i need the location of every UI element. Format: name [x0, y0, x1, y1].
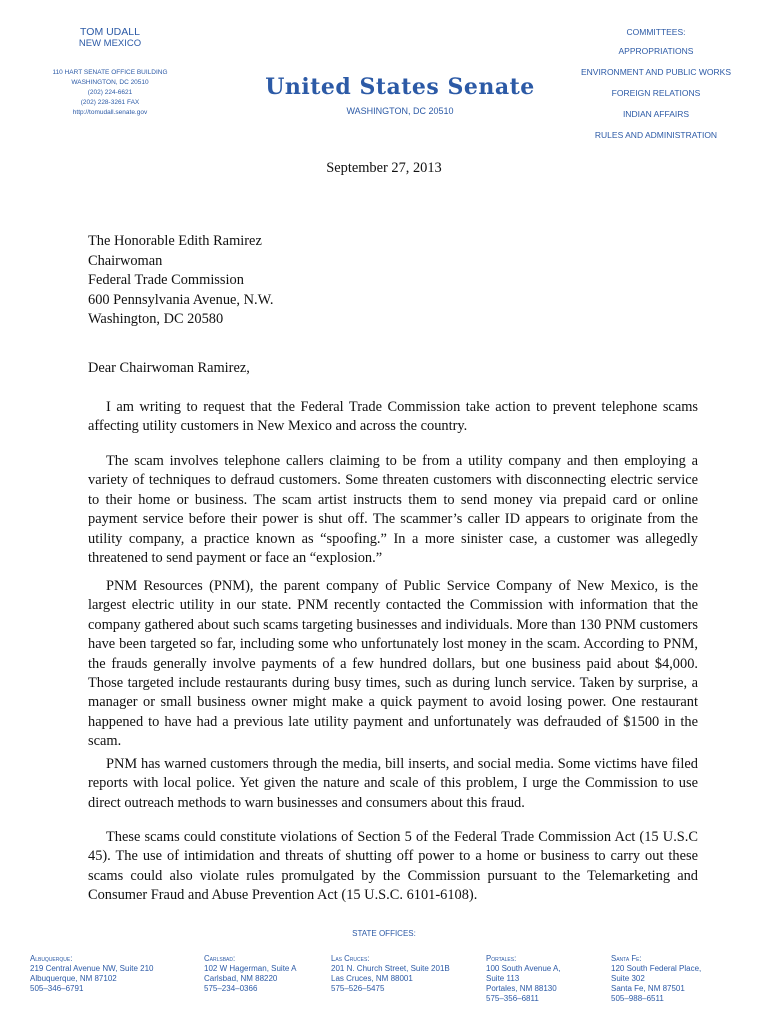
senator-address-line: 110 HART SENATE OFFICE BUILDING: [52, 69, 168, 76]
senator-state: NEW MEXICO: [78, 38, 142, 49]
state-offices-title: STATE OFFICES:: [352, 929, 416, 938]
state-office-portales: [486, 954, 561, 1004]
recipient-name: The Honorable Edith Ramirez: [88, 233, 262, 249]
office-city: Carlsbad:: [204, 954, 236, 963]
office-line: Suite 302: [611, 974, 645, 983]
body-paragraph: [88, 577, 698, 752]
committee-item: APPROPRIATIONS: [618, 46, 694, 56]
senator-fax: (202) 228-3261 FAX: [80, 99, 140, 106]
body-paragraph: [88, 828, 698, 906]
office-city: Las Cruces:: [331, 954, 370, 963]
masthead: [230, 74, 570, 116]
senator-address: [30, 68, 190, 118]
office-line: Las Cruces, NM 88001: [331, 974, 413, 983]
committees-block: [556, 26, 756, 146]
salutation: Dear Chairwoman Ramirez,: [88, 360, 250, 376]
masthead-title: United States Senate: [265, 74, 535, 100]
committee-item: FOREIGN RELATIONS: [611, 88, 701, 98]
office-phone: 505–988–6511: [611, 994, 664, 1003]
letter-date: September 27, 2013: [326, 160, 442, 176]
office-line: Suite 113: [486, 974, 520, 983]
paragraph-text: These scams could constitute violations of Section 5 of the Federal Trade Commission Act (15 U.S.C 45). The use of intimidation and threats of shutting off power to a home or business to carry out these scams could also violate rules promulgated by the Commission pursuant to the Telemarketing and Consumer Fraud and Abuse Prevention Act (15 U.S.C. 6101-6108).: [88, 829, 698, 904]
committee-item: ENVIRONMENT AND PUBLIC WORKS: [580, 67, 732, 77]
office-line: 201 N. Church Street, Suite 201B: [331, 964, 450, 973]
office-line: 120 South Federal Place,: [611, 964, 702, 973]
office-phone: 575–234–0366: [204, 984, 258, 993]
body-paragraph: [88, 452, 698, 568]
office-line: 100 South Avenue A,: [486, 964, 561, 973]
state-office-las-cruces: [331, 954, 450, 994]
office-phone: 575–356–6811: [486, 994, 539, 1003]
office-city: Santa Fe:: [611, 954, 642, 963]
senator-website: http://tomudall.senate.gov: [72, 109, 148, 116]
office-phone: 575–526–5475: [331, 984, 385, 993]
paragraph-text: I am writing to request that the Federal Trade Commission take action to prevent telephone scams affecting utility customers in New Mexico and across the country.: [88, 399, 698, 435]
recipient-organization: Federal Trade Commission: [88, 272, 244, 288]
office-city: Albuquerque:: [30, 954, 73, 963]
state-office-albuquerque: [30, 954, 154, 994]
recipient-city: Washington, DC 20580: [88, 311, 224, 327]
office-phone: 505–346–6791: [30, 984, 84, 993]
office-line: Santa Fe, NM 87501: [611, 984, 685, 993]
office-line: 219 Central Avenue NW, Suite 210: [30, 964, 154, 973]
senator-phone: (202) 224-6621: [87, 89, 133, 96]
body-paragraph: [88, 398, 698, 437]
paragraph-text: The scam involves telephone callers claiming to be from a utility company and then employing a variety of techniques to defraud customers. Some threaten customers with disconnecting electric service to their home or business. The scam artist instructs them to send money via prepaid card or online payment service before their power is shut off. The scammer’s caller ID appears to originate from the utility company, a practice known as “spoofing.” In a more sinister case, a customer was allegedly threatened to send payment or face an “explosion.”: [88, 453, 698, 567]
recipient-address: [88, 232, 273, 330]
senator-block: [30, 26, 190, 118]
office-line: Albuquerque, NM 87102: [30, 974, 117, 983]
state-office-carlsbad: [204, 954, 297, 994]
office-line: 102 W Hagerman, Suite A: [204, 964, 297, 973]
office-line: Carlsbad, NM 88220: [204, 974, 278, 983]
recipient-title: Chairwoman: [88, 252, 163, 269]
paragraph-text: PNM has warned customers through the media, bill inserts, and social media. Some victims have filed reports with local police. Yet given the nature and scale of this problem, I urge the Commission to use direct outreach methods to warn businesses and consumers about this fraud.: [88, 756, 698, 811]
committee-item: RULES AND ADMINISTRATION: [594, 130, 718, 140]
paragraph-text: PNM Resources (PNM), the parent company of Public Service Company of New Mexico, is the largest electric utility in our state. PNM recently contacted the Commission with information that the company gathered about such scams targeting businesses and individuals. More than 130 PNM customers have been targeted so far, including some who unfortunately lost money in the scam. According to PNM, the frauds generally involve payments of a few hundred dollars, but one business paid about $4,000. Those targeted include restaurants during busy times, such as during lunch service. Taken by surprise, a manager or small business owner might make a quick payment to avoid losing power. One restaurant happened to have had a previous late utility payment and unfortunately was defrauded of $1500 in the scam.: [88, 578, 698, 750]
committee-item: INDIAN AFFAIRS: [622, 109, 690, 119]
masthead-city: WASHINGTON, DC 20510: [346, 106, 454, 116]
recipient-street: 600 Pennsylvania Avenue, N.W.: [88, 291, 274, 308]
body-paragraph: [88, 755, 698, 813]
senator-name: TOM UDALL: [80, 26, 140, 38]
committees-heading: COMMITTEES:: [626, 27, 686, 37]
senator-address-line: WASHINGTON, DC 20510: [71, 79, 149, 86]
office-line: Portales, NM 88130: [486, 984, 557, 993]
state-office-santa-fe: [611, 954, 701, 1004]
office-city: Portales:: [486, 954, 517, 963]
